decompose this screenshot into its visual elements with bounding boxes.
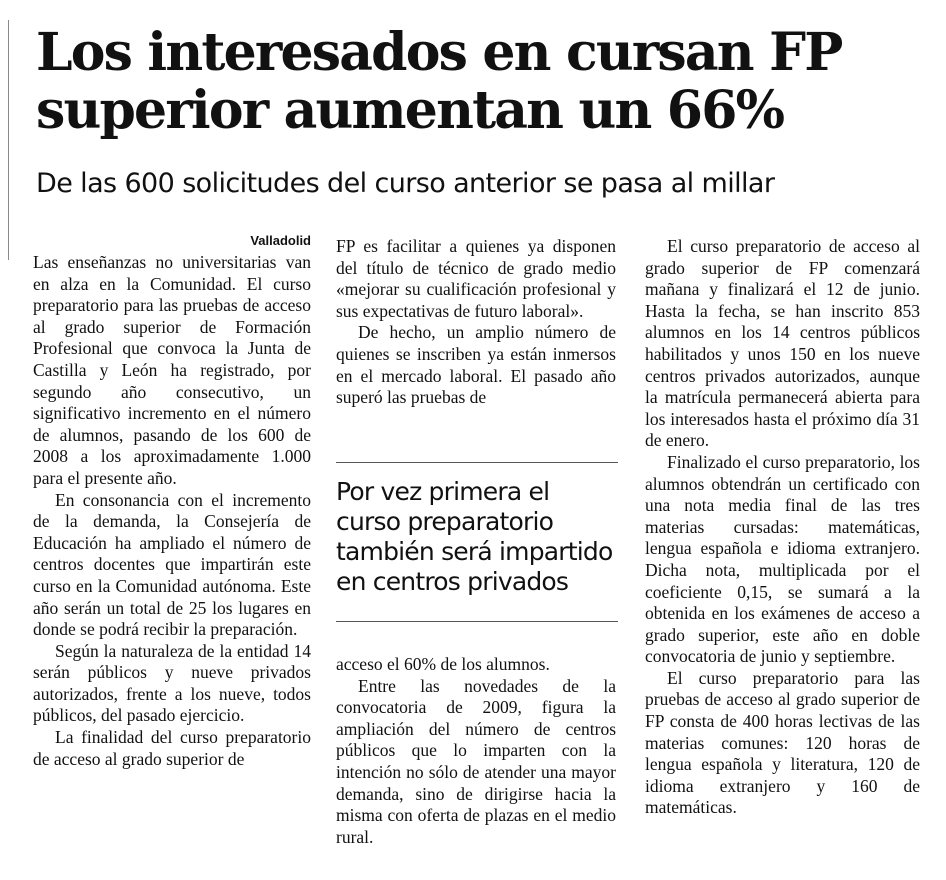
paragraph: FP es facilitar a quienes ya disponen del título de técnico de grado medio «mejorar su cualificación profesional y sus expectativas de futuro laboral». [336, 236, 616, 321]
headline-line-2: superior aumentan un 66% [36, 80, 784, 141]
paragraph: De hecho, un amplio número de quienes se inscriben ya están inmersos en el mercado laboral. El pasado año superó las pruebas de [336, 322, 616, 408]
paragraph: La finalidad del curso preparatorio de acceso al grado superior de [33, 727, 311, 769]
dateline: Valladolid [250, 233, 311, 248]
left-margin-rule [8, 20, 9, 260]
paragraph: El curso preparatorio de acceso al grado superior de FP comenzará mañana y finalizará el 12 de junio. Hasta la fecha, se han inscrito 853 alumnos en los 14 centros públicos habilitados y unos 150 en los nueve centros privados autorizados, aunque la matrícula permanecerá abierta para los interesados hasta el próximo día 31 de enero. [645, 236, 920, 451]
paragraph: Según la naturaleza de la entidad 14 serán públicos y nueve privados autorizados, frente a los nueve, todos públicos, del pasado ejercicio. [33, 640, 311, 726]
pull-quote-text: Por vez primera el curso preparatorio también será impartido en centros privados [336, 477, 613, 596]
paragraph: Finalizado el curso preparatorio, los alumnos obtendrán un certificado con una nota media final de las tres materias cursadas: matemáticas, lengua española e idioma extranjero. Dicha nota, multiplicada por el coeficiente 0,15, se sumará a la obtenida en los exámenes de acceso a grado superior, este año en doble convocatoria de junio y septiembre. [645, 451, 920, 667]
paragraph: acceso el 60% de los alumnos. [336, 654, 550, 674]
paragraph: Entre las novedades de la convocatoria de 2009, figura la ampliación del número de centros públicos que lo imparten con la intención no sólo de atender una mayor demanda, sino de dirigirse hacia la misma con oferta de plazas en el medio rural. [336, 675, 616, 847]
pull-quote [336, 462, 618, 622]
headline [36, 24, 936, 140]
subheadline: De las 600 solicitudes del curso anterior se pasa al millar [36, 168, 775, 199]
headline-line-1: Los interesados en cursan FP [36, 22, 842, 83]
column-1 [33, 252, 311, 770]
column-2-top [336, 236, 616, 409]
column-2-bottom [336, 654, 616, 848]
paragraph: Las enseñanzas no universitarias van en alza en la Comunidad. El curso preparatorio para las pruebas de acceso al grado superior de Formación Profesional que convoca la Junta de Castilla y León ha registrado, por segundo año consecutivo, un significativo incremento en el número de alumnos, pasando de los 600 de 2008 a los aproximadamente 1.000 para el presente año. [33, 252, 311, 488]
paragraph: El curso preparatorio para las pruebas de acceso al grado superior de FP consta de 400 horas lectivas de las materias comunes: 120 horas de lengua española y literatura, 120 de idioma extranjero y 160 de matemáticas. [645, 667, 920, 818]
column-3 [645, 236, 920, 819]
paragraph: En consonancia con el incremento de la demanda, la Consejería de Educación ha ampliado el número de centros docentes que impartirán este curso en la Comunidad autónoma. Este año serán un total de 25 los lugares en donde se podrá recibir la preparación. [33, 489, 311, 640]
